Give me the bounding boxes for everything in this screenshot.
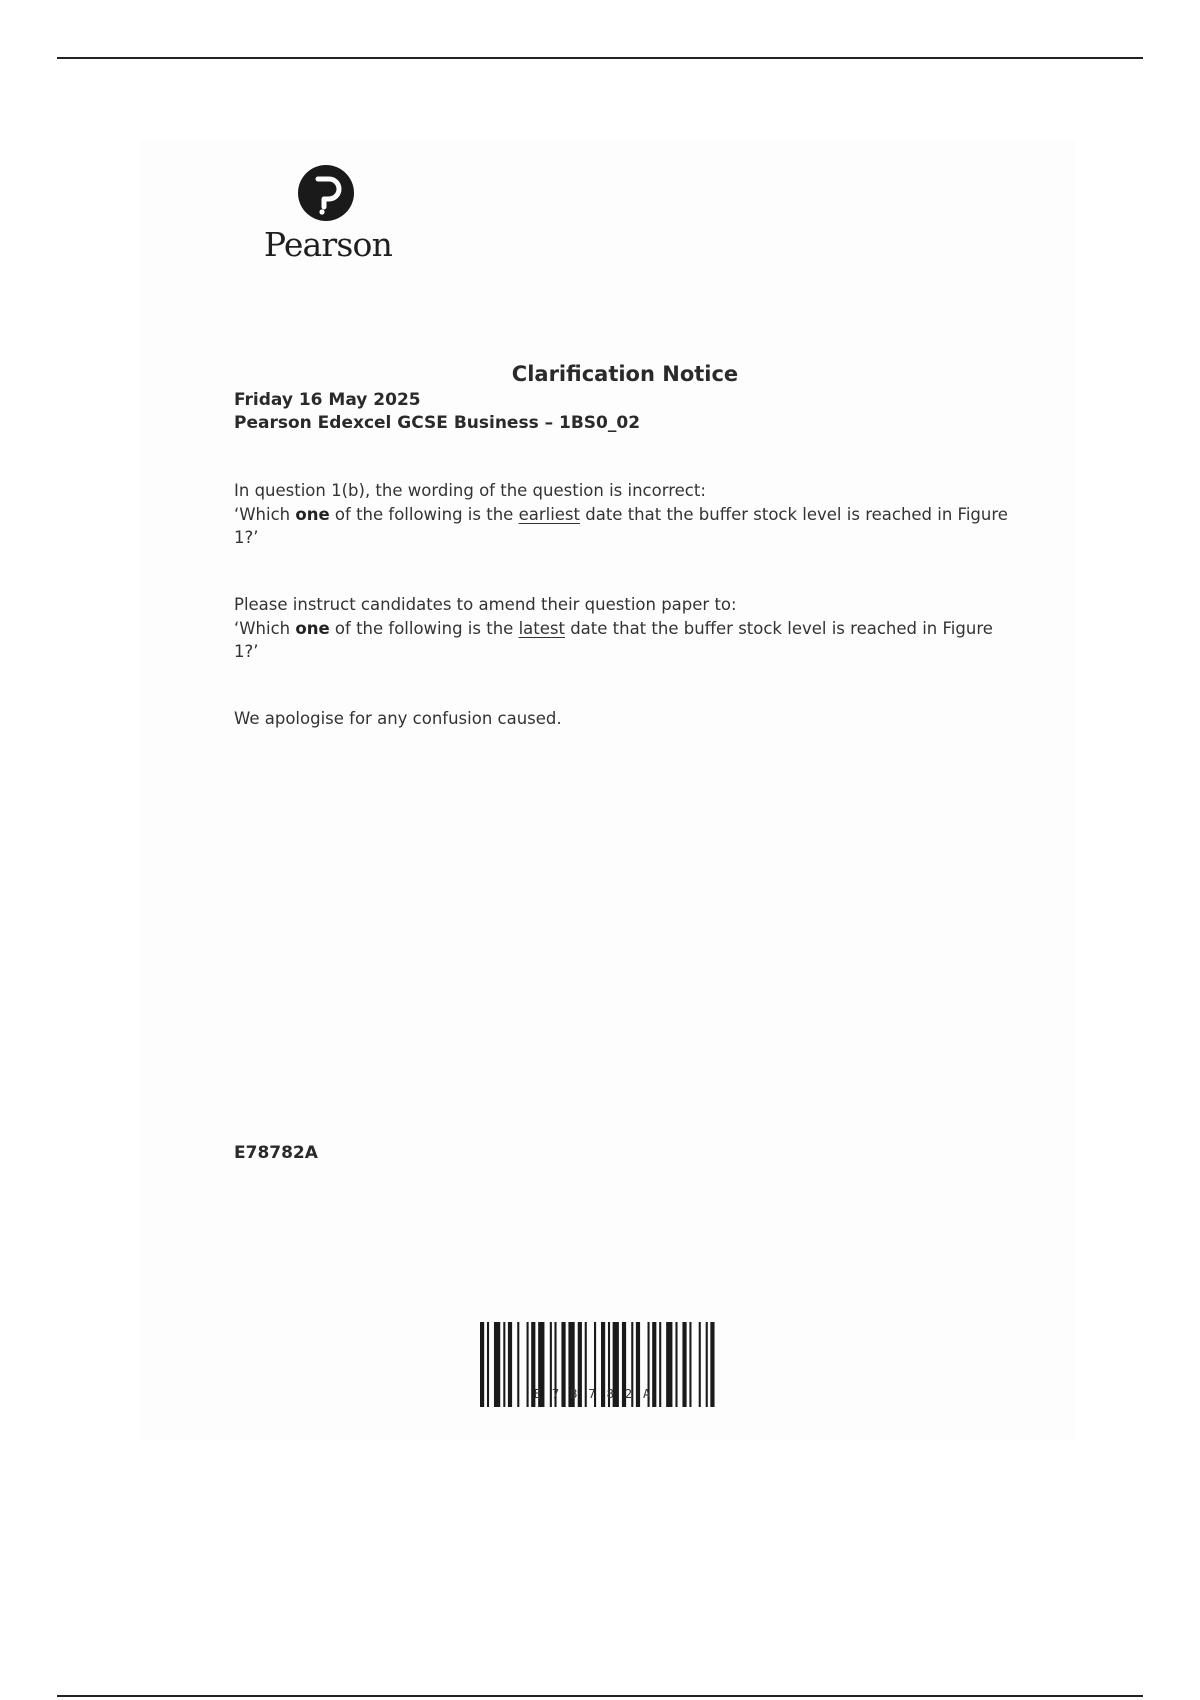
logo-wordmark: Pearson: [263, 225, 393, 264]
quote-start: ‘Which: [234, 504, 296, 524]
emphasis-one: one: [295, 618, 330, 638]
underlined-word: latest: [518, 618, 565, 638]
quote-middle: of the following is the: [329, 618, 519, 638]
notice-date: Friday 16 May 2025: [234, 390, 421, 410]
quote-rest: date that the buffer stock level is reached in Figure 1?’: [234, 504, 1008, 547]
top-rule: [57, 57, 1143, 59]
pearson-p-mark-icon: [298, 165, 354, 221]
quote-middle: of the following is the: [329, 504, 519, 524]
underlined-word: earliest: [518, 504, 580, 524]
quote-rest: date that the buffer stock level is reached in Figure 1?’: [234, 618, 993, 661]
barcode-caption: E78782A: [533, 1387, 662, 1401]
pearson-logo: [258, 165, 398, 265]
paragraph-intro: In question 1(b), the wording of the question is incorrect:: [234, 481, 706, 500]
emphasis-one: one: [295, 504, 330, 524]
paragraph-amendment: [234, 593, 1014, 664]
quote-start: ‘Which: [234, 618, 296, 638]
reference-code: E78782A: [234, 1143, 318, 1163]
bottom-rule: [57, 1695, 1143, 1697]
paragraph-intro: Please instruct candidates to amend their question paper to:: [234, 595, 737, 614]
page-title: Clarification Notice: [511, 362, 739, 386]
closing-apology: We apologise for any confusion caused.: [234, 709, 562, 728]
notice-sheet: [140, 140, 1075, 1440]
notice-subject: Pearson Edexcel GCSE Business – 1BS0_02: [234, 413, 641, 433]
paragraph-incorrect-wording: [234, 479, 1014, 550]
